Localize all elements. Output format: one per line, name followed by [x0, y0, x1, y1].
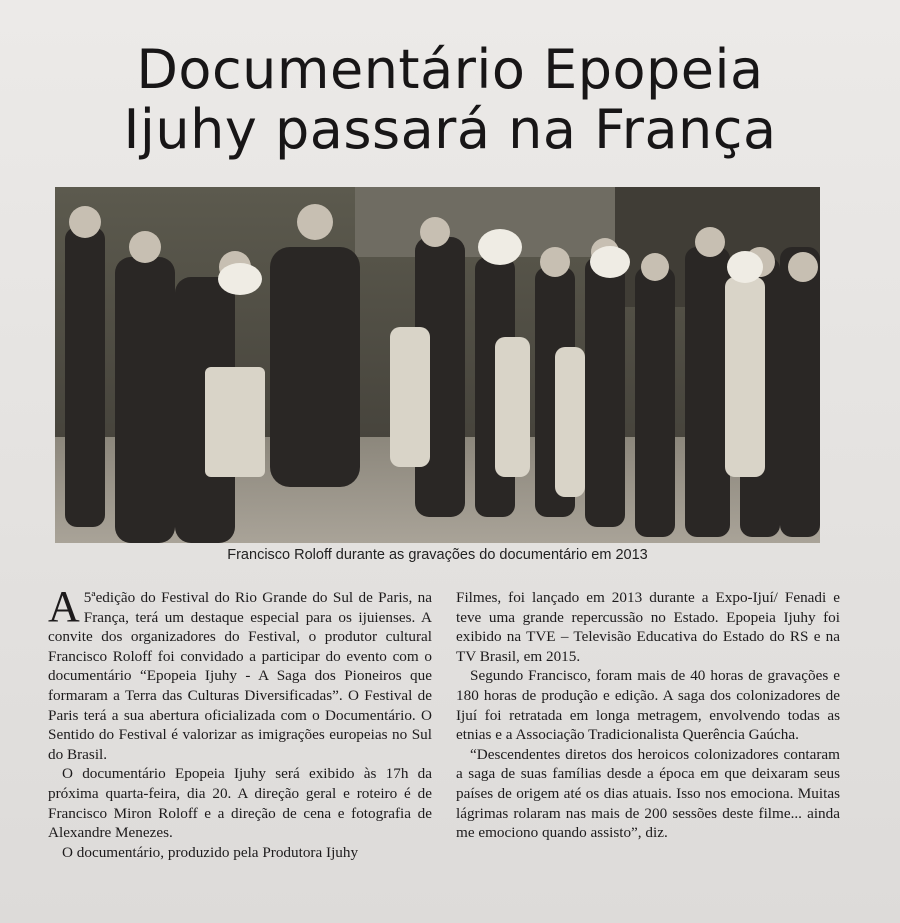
paragraph-3: O documentário, produzido pela Produtora Ijuhy	[62, 843, 359, 861]
paragraph-6: “Descendentes diretos dos heroicos colonizadores contaram a saga de suas famílias desde a época em que deixaram seus países de origem até os dias atuais. Isso nos emociona. Muitas lágrimas rolaram nas mais de 200 sessões deste filme... ainda me emociono quando assisto”, diz.	[456, 745, 840, 842]
article-photo	[55, 187, 820, 543]
headline-line-1: Documentário Epopeia	[136, 38, 764, 101]
photo-illustration	[55, 187, 820, 543]
headline-line-2: Ijuhy passará na França	[123, 98, 777, 161]
paragraph-4: Filmes, foi lançado em 2013 durante a Expo-Ijuí/ Fenadi e teve uma grande repercussão no Estado. Epopeia Ijuhy foi exibido na TVE – Televisão Educativa do Estado do RS e na TV Brasil, em 2015.	[456, 589, 840, 665]
drop-cap: A	[48, 582, 80, 631]
article-column-right	[456, 588, 840, 843]
paragraph-1	[48, 582, 432, 764]
photo-caption: Francisco Roloff durante as gravações do documentário em 2013	[227, 547, 648, 563]
paragraph-2: O documentário Epopeia Ijuhy será exibido às 17h da próxima quarta-feira, dia 20. A direção geral e roteiro é de Francisco Miron Roloff e a direção de cena e fotografia de Alexandre Menezes.	[48, 765, 432, 842]
article-column-left	[48, 582, 432, 862]
paragraph-5: Segundo Francisco, foram mais de 40 horas de gravações e 180 horas de produção e edição. A saga dos colonizadores de Ijuí foi retratada em longa metragem, envolvendo todas as etnias e a Associação Tradicionalista Querência Gaúcha.	[456, 667, 840, 744]
paragraph-1-text: 5ªedição do Festival do Rio Grande do Sul de Paris, na França, terá um destaque especial para os ijuienses. A convite dos organizadores do Festival, o produtor cultural Francisco Roloff foi convidado a participar do evento com o documentário “Epopeia Ijuhy - A Saga dos Pioneiros que formaram a Terra das Culturas Diversificadas”. O Festival de Paris terá a sua abertura oficializada com o Documentário. O Sentido do Festival é valorizar as imigrações europeias no Sul do Brasil.	[48, 589, 432, 763]
headline	[40, 40, 860, 160]
